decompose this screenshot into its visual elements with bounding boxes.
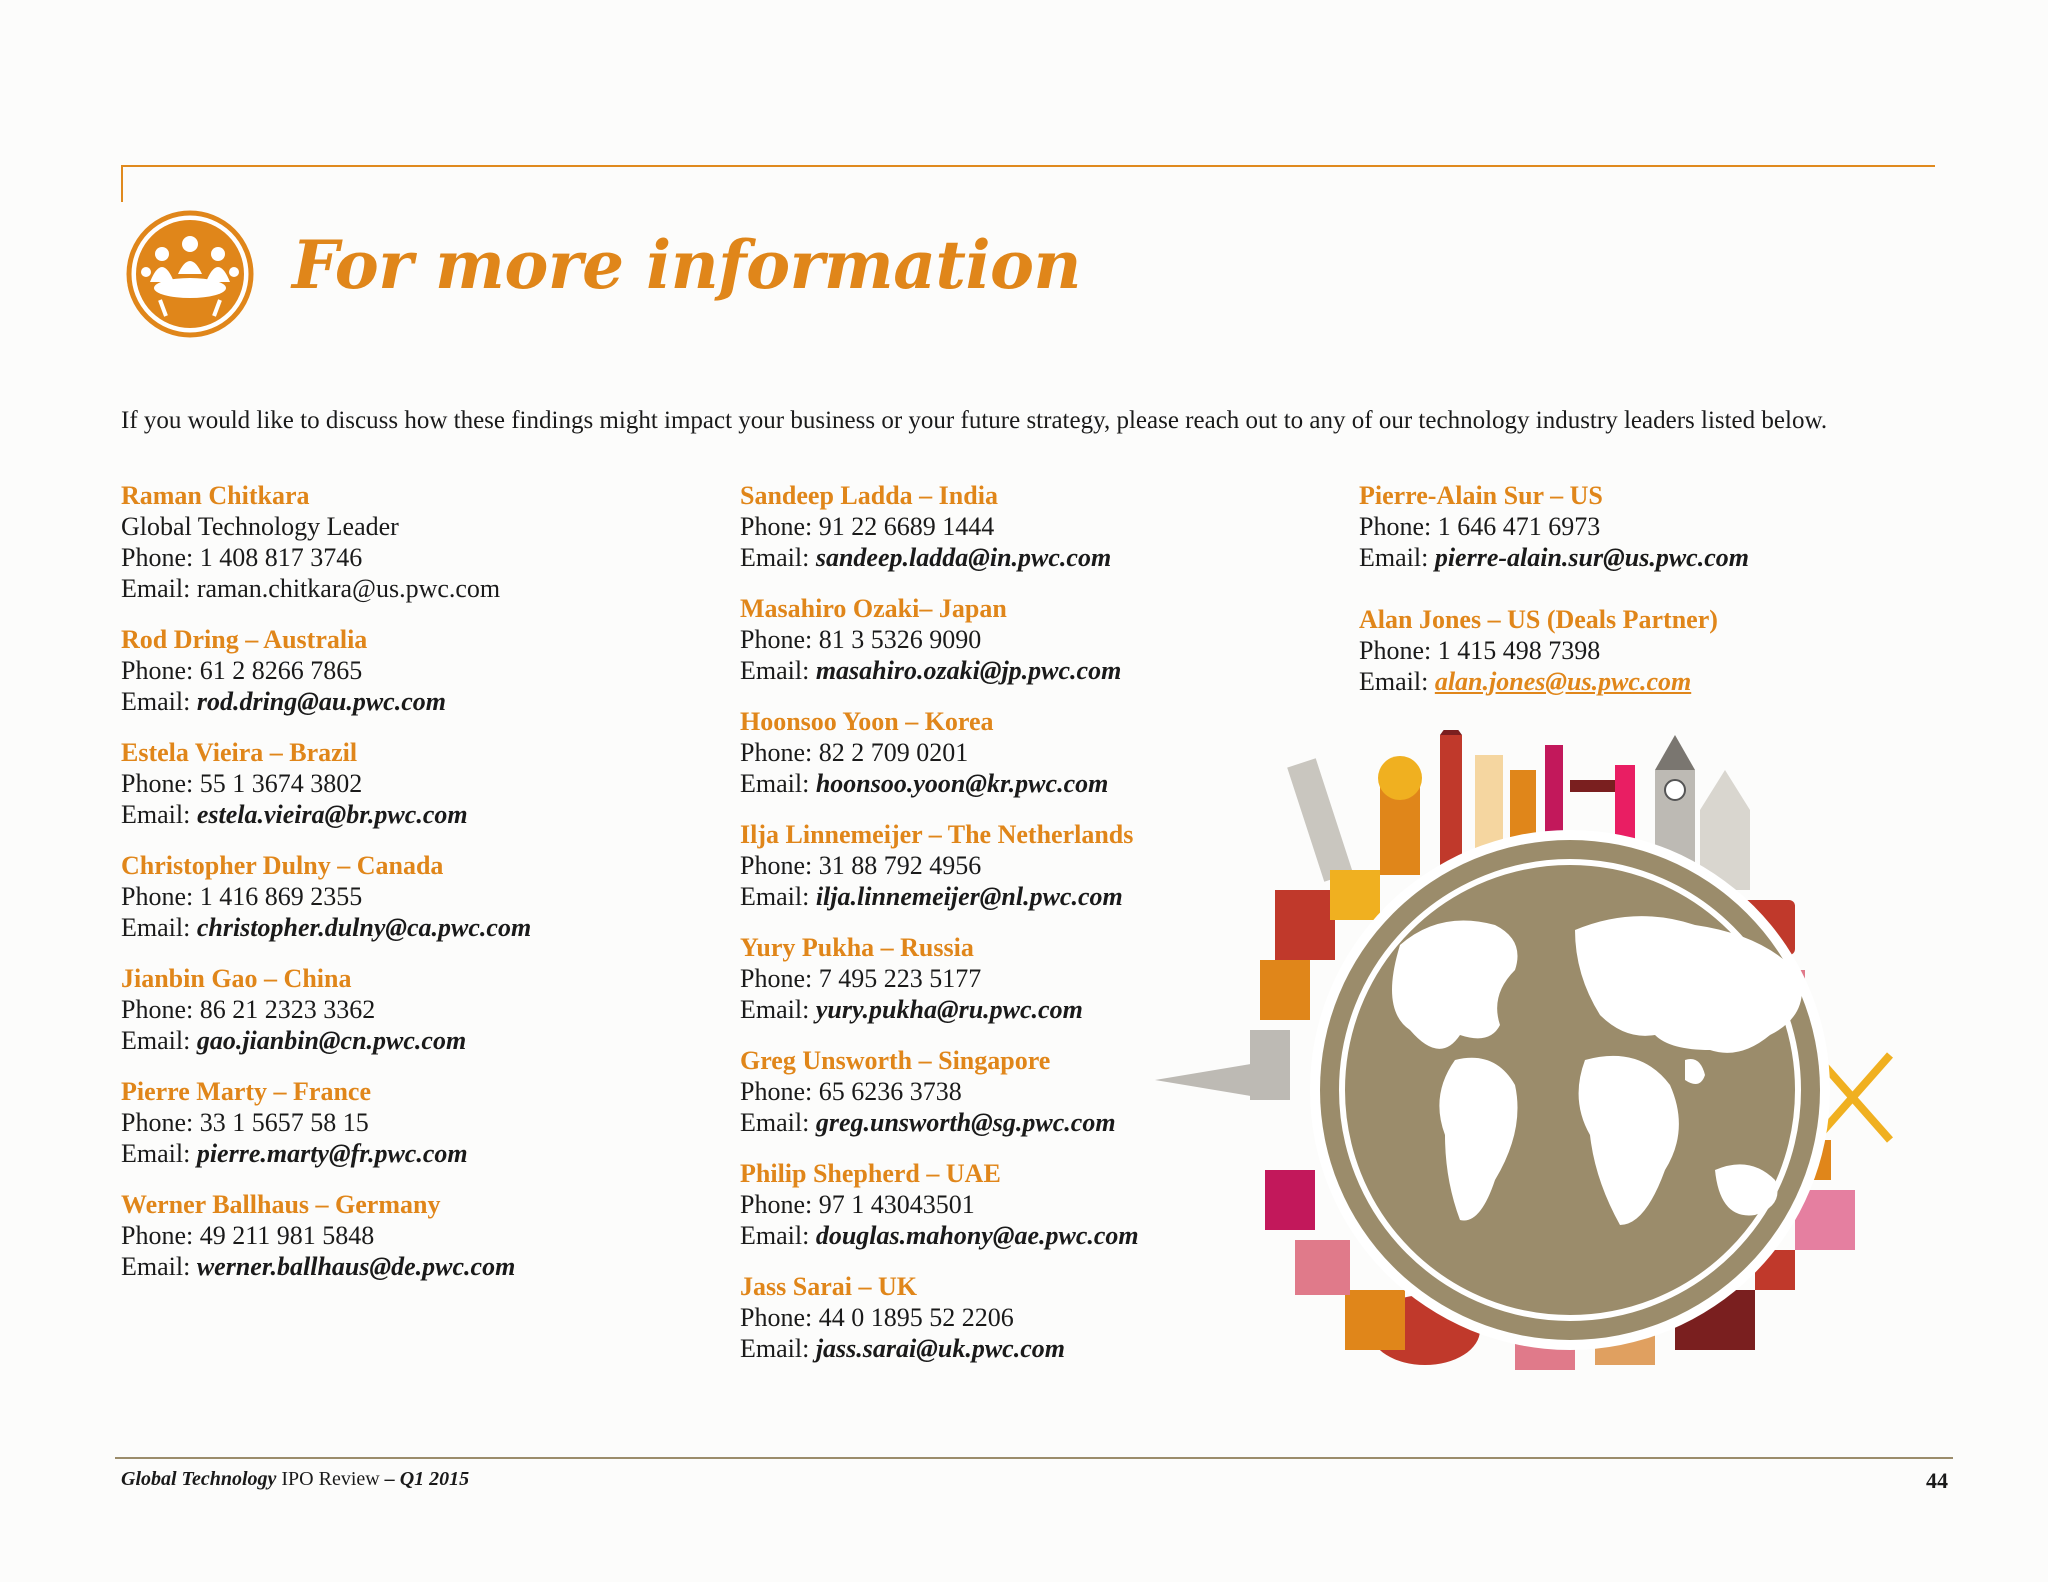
- contact-phone: [740, 1076, 1139, 1107]
- contact-email: [1359, 666, 1749, 697]
- email-label: Email:: [121, 913, 197, 942]
- phone-value: 91 22 6689 1444: [818, 512, 995, 541]
- contact-name: Philip Shepherd – UAE: [740, 1159, 1001, 1188]
- phone-label: Phone:: [121, 656, 200, 685]
- contact-name: Sandeep Ladda – India: [740, 481, 998, 510]
- footer-quarter: Q1 2015: [399, 1468, 470, 1490]
- email-label: Email:: [740, 1334, 816, 1363]
- contact-card: [740, 1045, 1139, 1158]
- contact-email: [740, 1333, 1139, 1364]
- phone-value: 55 1 3674 3802: [199, 769, 363, 798]
- contact-email: [121, 799, 531, 830]
- email-value: pierre-alain.sur@us.pwc.com: [1434, 543, 1749, 572]
- footer-rule: [115, 1457, 1953, 1459]
- contact-phone: [740, 1302, 1139, 1333]
- footer-title-plain: IPO Review: [276, 1468, 380, 1490]
- phone-value: 1 408 817 3746: [199, 543, 363, 572]
- contact-name: Greg Unsworth – Singapore: [740, 1046, 1051, 1075]
- header-rule-tick: [121, 165, 123, 202]
- contact-phone: [740, 1189, 1139, 1220]
- page-title: For more information: [292, 226, 1082, 304]
- phone-label: Phone:: [121, 995, 200, 1024]
- phone-label: Phone:: [121, 543, 200, 572]
- contact-name: Ilja Linnemeijer – The Netherlands: [740, 820, 1134, 849]
- contact-email: [740, 881, 1139, 912]
- contact-phone: [740, 624, 1139, 655]
- email-value: yury.pukha@ru.pwc.com: [815, 995, 1083, 1024]
- contact-card: [740, 1158, 1139, 1271]
- contact-email: [740, 768, 1139, 799]
- email-label: Email:: [121, 574, 197, 603]
- contact-name: Masahiro Ozaki– Japan: [740, 594, 1007, 623]
- contact-phone: [740, 963, 1139, 994]
- email-label: Email:: [121, 1252, 197, 1281]
- contact-name: Pierre-Alain Sur – US: [1359, 481, 1603, 510]
- contact-name: Jass Sarai – UK: [740, 1272, 917, 1301]
- header-rule: [121, 165, 1935, 167]
- contact-card: [740, 1271, 1139, 1384]
- contact-name: Rod Dring – Australia: [121, 625, 368, 654]
- email-label: Email:: [121, 687, 197, 716]
- contact-phone: [1359, 635, 1749, 666]
- email-label: Email:: [121, 1139, 197, 1168]
- email-value: douglas.mahony@ae.pwc.com: [815, 1221, 1139, 1250]
- phone-label: Phone:: [740, 512, 819, 541]
- phone-label: Phone:: [121, 1221, 200, 1250]
- phone-label: Phone:: [121, 882, 200, 911]
- phone-value: 44 0 1895 52 2206: [818, 1303, 1014, 1332]
- contact-name: Raman Chitkara: [121, 481, 310, 510]
- contact-email: [740, 542, 1139, 573]
- contact-phone: [121, 768, 531, 799]
- email-value: greg.unsworth@sg.pwc.com: [815, 1108, 1116, 1137]
- people-meeting-icon: [126, 210, 254, 338]
- email-label: Email:: [740, 1221, 816, 1250]
- contact-email: [121, 686, 531, 717]
- footer-title-italic: Global Technology: [121, 1468, 277, 1490]
- phone-label: Phone:: [121, 769, 200, 798]
- contact-card: [740, 593, 1139, 706]
- contact-phone: [121, 1107, 531, 1138]
- phone-value: 33 1 5657 58 15: [199, 1108, 369, 1137]
- contact-email: [740, 1220, 1139, 1251]
- contact-card: [121, 480, 531, 624]
- page-number: 44: [1926, 1468, 1948, 1493]
- email-label: Email:: [740, 543, 816, 572]
- contact-card: [121, 1076, 531, 1189]
- footer-publication: [121, 1468, 469, 1491]
- phone-label: Phone:: [1359, 636, 1438, 665]
- phone-value: 49 211 981 5848: [199, 1221, 375, 1250]
- email-value: masahiro.ozaki@jp.pwc.com: [815, 656, 1122, 685]
- phone-value: 61 2 8266 7865: [199, 656, 363, 685]
- phone-value: 7 495 223 5177: [818, 964, 982, 993]
- contact-name: Christopher Dulny – Canada: [121, 851, 444, 880]
- contact-card: [121, 1189, 531, 1302]
- contact-name: Estela Vieira – Brazil: [121, 738, 358, 767]
- world-landmarks-globe: [1155, 730, 1955, 1410]
- contact-phone: [740, 850, 1139, 881]
- contact-name: Jianbin Gao – China: [121, 964, 352, 993]
- email-value: pierre.marty@fr.pwc.com: [196, 1139, 468, 1168]
- phone-value: 1 415 498 7398: [1437, 636, 1601, 665]
- phone-label: Phone:: [740, 964, 819, 993]
- phone-label: Phone:: [740, 851, 819, 880]
- contact-phone: [121, 994, 531, 1025]
- contact-card: [121, 850, 531, 963]
- intro-paragraph: If you would like to discuss how these findings might impact your business or your future strategy, please reach out to any of our technology industry leaders listed below.: [121, 407, 1828, 434]
- contact-card: [1359, 604, 1749, 717]
- contact-card: [1359, 480, 1749, 604]
- email-value: gao.jianbin@cn.pwc.com: [196, 1026, 467, 1055]
- contact-email: [121, 912, 531, 943]
- contact-phone: [121, 881, 531, 912]
- phone-value: 1 646 471 6973: [1437, 512, 1601, 541]
- email-label: Email:: [1359, 543, 1435, 572]
- email-value: sandeep.ladda@in.pwc.com: [815, 543, 1112, 572]
- contact-name: Werner Ballhaus – Germany: [121, 1190, 441, 1219]
- phone-value: 31 88 792 4956: [818, 851, 982, 880]
- contact-email: [121, 1251, 531, 1282]
- contacts-column-2: [740, 480, 1139, 1384]
- contact-email: [121, 1025, 531, 1056]
- contact-phone: [121, 1220, 531, 1251]
- contact-name: Alan Jones – US (Deals Partner): [1359, 605, 1718, 634]
- phone-label: Phone:: [740, 1077, 819, 1106]
- email-value: werner.ballhaus@de.pwc.com: [196, 1252, 516, 1281]
- contact-phone: [1359, 511, 1749, 542]
- email-label: Email:: [1359, 667, 1435, 696]
- phone-label: Phone:: [740, 1190, 819, 1219]
- contact-email: [1359, 542, 1749, 573]
- email-link[interactable]: alan.jones@us.pwc.com: [1434, 667, 1692, 696]
- email-value: rod.dring@au.pwc.com: [196, 687, 446, 716]
- contact-name: Pierre Marty – France: [121, 1077, 371, 1106]
- email-value: estela.vieira@br.pwc.com: [196, 800, 468, 829]
- contact-card: [740, 480, 1139, 593]
- contact-email: [740, 994, 1139, 1025]
- email-value: ilja.linnemeijer@nl.pwc.com: [815, 882, 1123, 911]
- contacts-column-1: [121, 480, 531, 1302]
- contact-name: Hoonsoo Yoon – Korea: [740, 707, 994, 736]
- contact-card: [121, 737, 531, 850]
- phone-label: Phone:: [740, 1303, 819, 1332]
- contact-phone: [121, 655, 531, 686]
- email-label: Email:: [740, 995, 816, 1024]
- phone-value: 65 6236 3738: [818, 1077, 962, 1106]
- phone-label: Phone:: [121, 1108, 200, 1137]
- footer-dash: –: [379, 1468, 400, 1490]
- phone-value: 1 416 869 2355: [199, 882, 363, 911]
- email-label: Email:: [121, 800, 197, 829]
- phone-value: 86 21 2323 3362: [199, 995, 376, 1024]
- contact-card: [740, 819, 1139, 932]
- phone-value: 81 3 5326 9090: [818, 625, 982, 654]
- phone-value: 82 2 709 0201: [818, 738, 969, 767]
- contact-card: [740, 932, 1139, 1045]
- contact-card: [740, 706, 1139, 819]
- contact-email: [121, 573, 531, 604]
- contacts-column-3: [1359, 480, 1749, 717]
- contact-role: Global Technology Leader: [121, 512, 399, 541]
- contact-phone: [740, 511, 1139, 542]
- email-value: jass.sarai@uk.pwc.com: [815, 1334, 1065, 1363]
- contact-phone: [740, 737, 1139, 768]
- email-value: raman.chitkara@us.pwc.com: [196, 574, 501, 603]
- contact-email: [740, 1107, 1139, 1138]
- contact-card: [121, 624, 531, 737]
- phone-label: Phone:: [740, 738, 819, 767]
- contact-phone: [121, 542, 531, 573]
- email-label: Email:: [121, 1026, 197, 1055]
- email-label: Email:: [740, 882, 816, 911]
- contact-card: [121, 963, 531, 1076]
- email-label: Email:: [740, 1108, 816, 1137]
- email-label: Email:: [740, 656, 816, 685]
- phone-label: Phone:: [740, 625, 819, 654]
- email-value: christopher.dulny@ca.pwc.com: [196, 913, 532, 942]
- contact-email: [121, 1138, 531, 1169]
- contact-email: [740, 655, 1139, 686]
- email-value: hoonsoo.yoon@kr.pwc.com: [815, 769, 1109, 798]
- phone-value: 97 1 43043501: [818, 1190, 975, 1219]
- phone-label: Phone:: [1359, 512, 1438, 541]
- email-label: Email:: [740, 769, 816, 798]
- contact-name: Yury Pukha – Russia: [740, 933, 974, 962]
